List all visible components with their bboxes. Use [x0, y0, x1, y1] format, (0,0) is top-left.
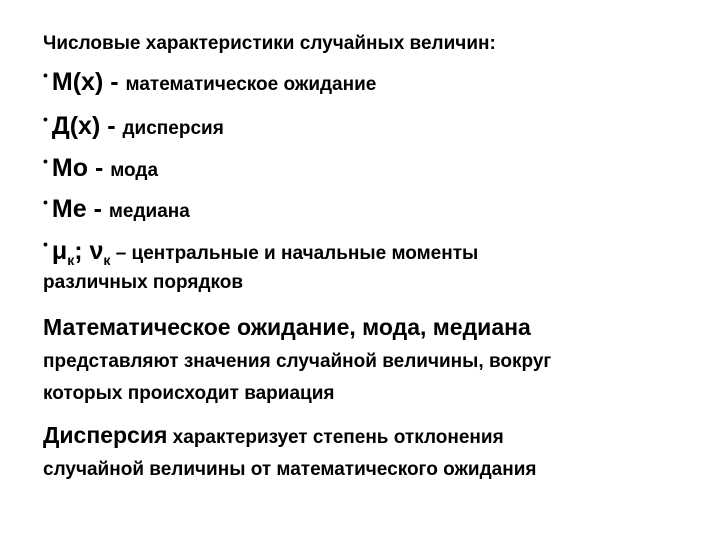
item-dash: - — [88, 154, 111, 182]
nu-symbol: ν — [89, 237, 104, 265]
mu-subscript: к — [67, 252, 75, 268]
moments-continuation: различных порядков — [43, 272, 244, 293]
item-dash: - — [86, 195, 109, 223]
item-description: мода — [110, 160, 159, 181]
paragraph-line: представляют значения случайной величины, вокруг — [43, 351, 552, 372]
item-description: медиана — [108, 201, 190, 222]
bullet-icon: • — [43, 236, 48, 252]
list-item-median — [43, 195, 190, 222]
bullet-icon: • — [43, 194, 48, 210]
item-dash: - — [100, 112, 123, 140]
item-symbol: Ме — [51, 195, 87, 223]
list-item-moments — [43, 237, 478, 267]
paragraph-variance — [43, 419, 536, 486]
paragraph-lead: Дисперсия — [43, 422, 168, 448]
bullet-icon: • — [43, 153, 48, 169]
item-description: математическое ожидание — [125, 74, 377, 95]
list-item-variance — [43, 112, 224, 139]
bullet-icon: • — [43, 111, 48, 127]
item-symbol: Д(х) — [51, 112, 101, 140]
bullet-icon: • — [43, 67, 48, 83]
nu-subscript: к — [103, 252, 111, 268]
item-symbol: М(х) — [51, 68, 104, 96]
paragraph-line: которых происходит вариация — [43, 383, 335, 404]
paragraph-center-measures — [43, 311, 551, 410]
list-item-expectation — [43, 68, 376, 95]
moments-description: – центральные и начальные моменты — [110, 243, 479, 264]
paragraph-lead: Математическое ожидание, мода, медиана — [43, 314, 531, 340]
item-dash: - — [103, 68, 126, 96]
item-symbol: Мо — [51, 154, 89, 182]
paragraph-line: случайной величины от математического ожидания — [43, 459, 537, 480]
moments-separator: ; — [74, 237, 90, 265]
list-item-mode — [43, 154, 158, 181]
mu-symbol: μ — [51, 237, 68, 265]
item-description: дисперсия — [122, 118, 224, 139]
slide-heading: Числовые характеристики случайных величин: — [43, 33, 496, 54]
paragraph-rest: характеризует степень отклонения — [167, 427, 504, 448]
